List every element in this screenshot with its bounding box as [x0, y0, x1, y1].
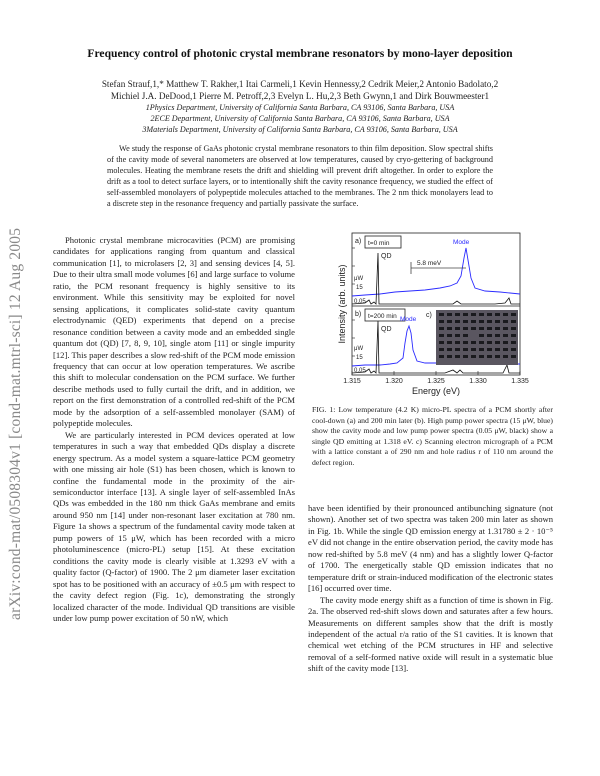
power-low-b: 0.05 — [354, 368, 366, 374]
mode-label-a: Mode — [453, 239, 470, 246]
shift-label: 5.8 meV — [417, 260, 442, 267]
arxiv-stamp: arXiv:cond-mat/0508304v1 [cond-mat.mtrl-sci] 12 Aug 2005 — [7, 227, 24, 620]
paragraph: We are particularly interested in PCM devices operated at low temperatures in such a way that embedded QDs display a discrete energy spectrum. As a model system a square-lattice PCM geometry with one missing air hole (S1) has been chosen, which is known to confine the fundamental mode in the proximity of the air-semiconductor interface [13]. A single layer of self-assembled InAs QDs was embedded in the 180 nm thick GaAs membrane and emits around 950 nm [14] under non-resonant laser excitation at 780 nm. Figure 1a shows a spectrum of the fundamental cavity mode taken at pump powers of 15 μW, which has been recorded with a micro photoluminescence (micro-PL) setup [15]. At these excitation conditions the cavity mode is clearly visible at 1.3293 eV with a quality factor (Q-factor) of 1900. The 2 μm diameter laser excitation spot has to be positioned with an accuracy of ±0.5 μm with respect to the cavity defect region (Fig. 1c), demonstrating the strongly localized character of the mode. Individual QD transitions are visible under low pump power excitation of 50 nW, which — [53, 429, 295, 623]
panel-c-label: c) — [426, 312, 432, 319]
x-tick: 1.325 — [427, 378, 445, 385]
y-axis-label: Intensity (arb. units) — [337, 264, 347, 344]
paragraph: The cavity mode energy shift as a function of time is shown in Fig. 2a. The observed red-shift slows down and saturates after a few hours. Measurements on different samples show that the drift is mostly independent of the actual r/a ratio of the S1 cavities. It is known that chemical wet etching of the PCM structures in HF and selective removal of a self-formed native oxide will result in a systematic blue shift of the cavity mode [13]. — [308, 594, 553, 674]
panel-a-time: t=0 min — [368, 240, 390, 247]
power-high-b: 15 — [356, 355, 363, 361]
body-right-column — [308, 503, 553, 675]
body-left-column — [53, 235, 295, 624]
power-unit-b: μW — [354, 346, 364, 352]
authors-line-2: Michiel J.A. DeDood,1 Pierre M. Petroff,2,3 Evelyn L. Hu,2,3 Beth Gwynn,1 and Dirk Bouwmeester1 — [110, 91, 490, 102]
power-high-a: 15 — [356, 285, 363, 291]
spectra-chart — [325, 228, 565, 398]
x-axis-label: Energy (eV) — [411, 386, 461, 396]
sem-inset — [436, 310, 518, 365]
figure-1 — [325, 228, 565, 398]
x-tick: 1.335 — [511, 378, 529, 385]
affiliation-3: 3Materials Department, University of California Santa Barbara, CA 93106, Santa Barbara, USA — [142, 125, 458, 134]
panel-b-time: t=200 min — [368, 313, 397, 320]
mode-label-b: Mode — [400, 316, 417, 323]
author-list — [20, 78, 580, 103]
paragraph: have been identified by their pronounced antibunching signature (not shown). Another set of two spectra was taken 200 min later as shown in Fig. 1b. While the single QD emission energy at 1.31780 ± 2 · 10⁻⁵ eV did not change in the entire observation period, the cavity mode has now red-shifted by 5.8 meV (4 nm) and has a slightly lower Q-factor of 1700. The energetically stable QD emission indicates that no temperature drift or strain-induced modification of the electronic states [16] occurred over time. — [308, 503, 553, 594]
paragraph: Photonic crystal membrane microcavities (PCM) are promising candidates for applications ranging from quantum and classical communication [1], to microlasers [2, 3] and sensing devices [4, 5]. Due to their ultra small mode volumes [6] and large surface to volume ratio, the PCM resonant frequency is highly sensitive to its environment. While this sensitivity may be exploited for novel sensing applications, it complicates solid-state cavity quantum electrodynamic (QED) experiments that depend on a precise resonance condition between a cavity mode and an embedded single quantum dot (QD) [7, 8, 9, 10], single atom [11] or single impurity [12]. This paper describes a slow red-shift of the PCM mode emission frequency that can occur at low operation temperatures. We ascribe this shift to molecular condensation on the PCM surface. We further describe methods used to fully curtail the drift, and in addition, we report on the first demonstration of a controlled red-shift of the PCM mode by the adsorption of a self-assembled monolayer (SAM) of polypeptide molecules. — [53, 235, 295, 429]
panel-b-label: b) — [355, 311, 362, 318]
qd-label-a: QD — [381, 253, 392, 260]
abstract: We study the response of GaAs photonic crystal membrane resonators to thin film deposition. Slow spectral shifts of the cavity mode of several nanometers are observed at low temperatures, caused by cryo-gettering of background molecules. Heating the membrane resets the drift and shielding will prevent drift altogether. In order to explore the drift as a tool to detect surface layers, or to intentionally shift the cavity resonance frequency, we studied the effect of self-assembled monolayers of polypeptide molecules attached to the membranes. The 2 nm thick monolayers lead to a discrete step in the resonance frequency and partially passivate the surface. — [107, 144, 493, 209]
figure-caption: FIG. 1: Low temperature (4.2 K) micro-PL spectra of a PCM shortly after cool-down (a) and 200 min later (b). High pump power spectra (15 μW, blue) show the cavity mode and low pump power spectra (0.05 μW, black) show a single QD emitting at 1.318 eV. c) Scanning electron micrograph of a PCM with a lattice constant a of 290 nm and hole radius r of 110 nm around the defect region. — [312, 405, 553, 467]
power-low-a: 0.05 — [354, 299, 366, 305]
affiliation-2: 2ECE Department, University of California Santa Barbara, CA 93106, Santa Barbara, USA — [150, 114, 450, 123]
panel-a-label: a) — [355, 238, 362, 245]
affiliation-1: 1Physics Department, University of California Santa Barbara, CA 93106, Santa Barbara, USA — [145, 103, 455, 112]
authors-line-1: Stefan Strauf,1,* Matthew T. Rakher,1 Itai Carmeli,1 Kevin Hennessy,2 Cedrik Meier,2 Antonio Badolato,2 — [101, 79, 499, 89]
x-tick: 1.330 — [469, 378, 487, 385]
qd-label-b: QD — [381, 326, 392, 333]
paper-title: Frequency control of photonic crystal membrane resonators by mono-layer deposition — [87, 47, 513, 60]
power-unit-a: μW — [354, 276, 364, 282]
x-tick: 1.315 — [343, 378, 361, 385]
x-tick: 1.320 — [385, 378, 403, 385]
affiliations — [20, 102, 580, 135]
